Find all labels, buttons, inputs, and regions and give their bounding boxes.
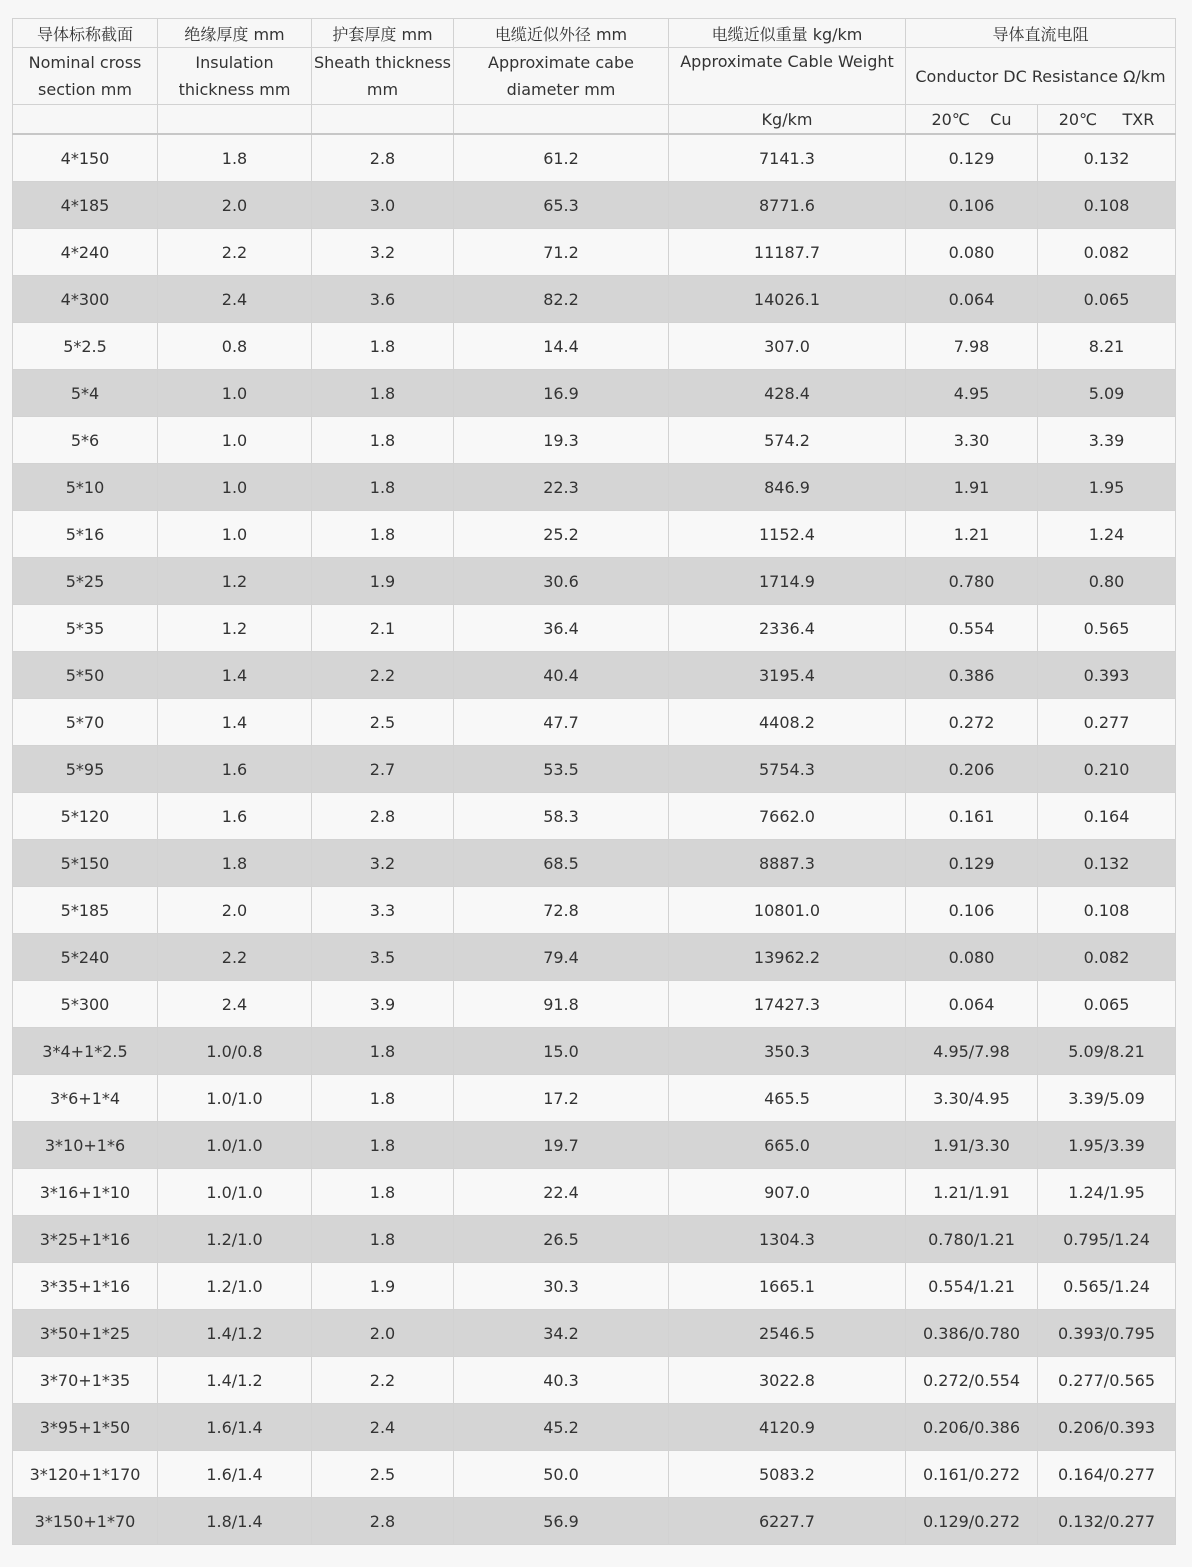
cell-sheath: 2.0 — [312, 1310, 454, 1357]
cell-insulation: 1.4 — [158, 699, 312, 746]
header-en-insulation: Insulation thickness mm — [158, 48, 312, 105]
cell-diameter: 91.8 — [454, 981, 669, 1028]
cell-resistance-cu: 1.91/3.30 — [906, 1122, 1038, 1169]
table-row — [13, 1263, 1176, 1310]
cell-insulation: 0.8 — [158, 323, 312, 370]
cell-diameter: 19.7 — [454, 1122, 669, 1169]
cell-sheath: 2.4 — [312, 1404, 454, 1451]
cell-resistance-txr: 5.09 — [1038, 370, 1176, 417]
header-en-weight: Approximate Cable Weight — [669, 48, 906, 105]
header-unit-empty — [454, 105, 669, 135]
cell-diameter: 40.4 — [454, 652, 669, 699]
cell-sheath: 2.2 — [312, 652, 454, 699]
cell-weight: 5754.3 — [669, 746, 906, 793]
header-en-section: Nominal cross section mm — [13, 48, 158, 105]
cell-resistance-cu: 0.129/0.272 — [906, 1498, 1038, 1545]
header-en-sheath: Sheath thickness mm — [312, 48, 454, 105]
cell-weight: 8887.3 — [669, 840, 906, 887]
cell-insulation: 1.6 — [158, 746, 312, 793]
cell-resistance-cu: 0.106 — [906, 887, 1038, 934]
cell-resistance-txr: 0.80 — [1038, 558, 1176, 605]
cell-insulation: 2.0 — [158, 887, 312, 934]
table-row — [13, 1028, 1176, 1075]
table-body — [13, 134, 1176, 1545]
table-row — [13, 229, 1176, 276]
cell-section: 5*150 — [13, 840, 158, 887]
cell-section: 3*120+1*170 — [13, 1451, 158, 1498]
cell-section: 4*240 — [13, 229, 158, 276]
cell-section: 4*185 — [13, 182, 158, 229]
header-zh-diameter: 电缆近似外径 mm — [454, 19, 669, 48]
cell-resistance-cu: 0.206/0.386 — [906, 1404, 1038, 1451]
header-unit-empty — [158, 105, 312, 135]
cell-insulation: 1.4 — [158, 652, 312, 699]
cell-resistance-txr: 0.132 — [1038, 840, 1176, 887]
cell-resistance-txr: 0.393 — [1038, 652, 1176, 699]
cell-sheath: 3.9 — [312, 981, 454, 1028]
cell-sheath: 1.8 — [312, 417, 454, 464]
cell-resistance-txr: 0.082 — [1038, 934, 1176, 981]
cell-section: 3*70+1*35 — [13, 1357, 158, 1404]
cell-diameter: 34.2 — [454, 1310, 669, 1357]
cell-sheath: 3.2 — [312, 229, 454, 276]
cell-resistance-cu: 0.064 — [906, 981, 1038, 1028]
cell-section: 5*16 — [13, 511, 158, 558]
header-unit-empty — [13, 105, 158, 135]
cell-resistance-txr: 0.206/0.393 — [1038, 1404, 1176, 1451]
header-en-resistance: Conductor DC Resistance Ω/km — [906, 48, 1176, 105]
table-row — [13, 1498, 1176, 1545]
cell-section: 4*300 — [13, 276, 158, 323]
table-row — [13, 1122, 1176, 1169]
cell-weight: 8771.6 — [669, 182, 906, 229]
cell-sheath: 1.8 — [312, 511, 454, 558]
cell-insulation: 1.8 — [158, 134, 312, 182]
cell-diameter: 71.2 — [454, 229, 669, 276]
cell-resistance-cu: 7.98 — [906, 323, 1038, 370]
cell-resistance-cu: 4.95 — [906, 370, 1038, 417]
cell-section: 4*150 — [13, 134, 158, 182]
cell-resistance-txr: 8.21 — [1038, 323, 1176, 370]
cell-insulation: 1.2 — [158, 605, 312, 652]
cell-sheath: 3.5 — [312, 934, 454, 981]
cell-resistance-cu: 0.129 — [906, 134, 1038, 182]
cell-resistance-txr: 0.164 — [1038, 793, 1176, 840]
cell-diameter: 19.3 — [454, 417, 669, 464]
cell-resistance-txr: 0.277/0.565 — [1038, 1357, 1176, 1404]
cell-diameter: 22.4 — [454, 1169, 669, 1216]
cell-diameter: 30.3 — [454, 1263, 669, 1310]
cell-resistance-txr: 0.065 — [1038, 276, 1176, 323]
cell-sheath: 1.8 — [312, 1122, 454, 1169]
cell-weight: 17427.3 — [669, 981, 906, 1028]
cell-resistance-txr: 0.565/1.24 — [1038, 1263, 1176, 1310]
cell-resistance-txr: 3.39/5.09 — [1038, 1075, 1176, 1122]
cell-insulation: 2.2 — [158, 934, 312, 981]
cell-resistance-cu: 0.780/1.21 — [906, 1216, 1038, 1263]
table-row — [13, 1169, 1176, 1216]
cell-insulation: 1.0/1.0 — [158, 1169, 312, 1216]
cell-diameter: 82.2 — [454, 276, 669, 323]
table-header — [13, 19, 1176, 135]
cell-sheath: 2.7 — [312, 746, 454, 793]
cell-sheath: 2.8 — [312, 1498, 454, 1545]
cell-insulation: 1.4/1.2 — [158, 1357, 312, 1404]
cell-section: 3*4+1*2.5 — [13, 1028, 158, 1075]
table-row — [13, 464, 1176, 511]
cell-resistance-cu: 0.206 — [906, 746, 1038, 793]
cell-sheath: 2.5 — [312, 1451, 454, 1498]
table-row — [13, 793, 1176, 840]
table-row — [13, 511, 1176, 558]
header-en-diameter: Approximate cabe diameter mm — [454, 48, 669, 105]
table-row — [13, 1216, 1176, 1263]
table-row — [13, 840, 1176, 887]
table-row — [13, 182, 1176, 229]
cell-diameter: 47.7 — [454, 699, 669, 746]
cell-resistance-cu: 0.161/0.272 — [906, 1451, 1038, 1498]
cell-insulation: 1.8 — [158, 840, 312, 887]
header-zh-sheath: 护套厚度 mm — [312, 19, 454, 48]
table-row — [13, 605, 1176, 652]
cell-diameter: 53.5 — [454, 746, 669, 793]
cell-resistance-txr: 0.795/1.24 — [1038, 1216, 1176, 1263]
cell-weight: 7141.3 — [669, 134, 906, 182]
cell-resistance-cu: 3.30/4.95 — [906, 1075, 1038, 1122]
header-zh-section: 导体标称截面 — [13, 19, 158, 48]
cell-diameter: 22.3 — [454, 464, 669, 511]
header-row-chinese — [13, 19, 1176, 48]
cell-sheath: 1.8 — [312, 464, 454, 511]
cell-diameter: 72.8 — [454, 887, 669, 934]
cell-insulation: 1.6/1.4 — [158, 1451, 312, 1498]
cell-insulation: 2.4 — [158, 981, 312, 1028]
table-row — [13, 652, 1176, 699]
header-zh-insulation: 绝缘厚度 mm — [158, 19, 312, 48]
cell-weight: 665.0 — [669, 1122, 906, 1169]
cell-resistance-txr: 1.24 — [1038, 511, 1176, 558]
header-zh-weight: 电缆近似重量 kg/km — [669, 19, 906, 48]
cell-resistance-txr: 0.164/0.277 — [1038, 1451, 1176, 1498]
cell-insulation: 1.4/1.2 — [158, 1310, 312, 1357]
cell-weight: 7662.0 — [669, 793, 906, 840]
cell-weight: 1714.9 — [669, 558, 906, 605]
header-unit-empty — [312, 105, 454, 135]
cell-diameter: 25.2 — [454, 511, 669, 558]
cell-sheath: 2.8 — [312, 134, 454, 182]
table-row — [13, 981, 1176, 1028]
cell-weight: 1152.4 — [669, 511, 906, 558]
cell-section: 3*50+1*25 — [13, 1310, 158, 1357]
cell-insulation: 1.0 — [158, 417, 312, 464]
table-row — [13, 134, 1176, 182]
cell-diameter: 56.9 — [454, 1498, 669, 1545]
cell-resistance-cu: 1.91 — [906, 464, 1038, 511]
cell-section: 5*300 — [13, 981, 158, 1028]
cell-insulation: 1.6 — [158, 793, 312, 840]
cell-sheath: 1.8 — [312, 370, 454, 417]
cell-resistance-txr: 0.108 — [1038, 182, 1176, 229]
cell-insulation: 1.2/1.0 — [158, 1216, 312, 1263]
cell-section: 3*10+1*6 — [13, 1122, 158, 1169]
table-row — [13, 323, 1176, 370]
cell-resistance-cu: 0.080 — [906, 934, 1038, 981]
cell-section: 5*50 — [13, 652, 158, 699]
table-row — [13, 276, 1176, 323]
table-row — [13, 1357, 1176, 1404]
cell-insulation: 1.6/1.4 — [158, 1404, 312, 1451]
cell-resistance-txr: 0.132/0.277 — [1038, 1498, 1176, 1545]
cell-weight: 4120.9 — [669, 1404, 906, 1451]
table-row — [13, 1075, 1176, 1122]
cell-diameter: 58.3 — [454, 793, 669, 840]
cell-section: 3*6+1*4 — [13, 1075, 158, 1122]
cell-insulation: 1.0 — [158, 464, 312, 511]
cell-insulation: 2.0 — [158, 182, 312, 229]
cell-section: 5*10 — [13, 464, 158, 511]
table-row — [13, 934, 1176, 981]
cell-resistance-txr: 0.065 — [1038, 981, 1176, 1028]
cell-diameter: 17.2 — [454, 1075, 669, 1122]
cell-weight: 3195.4 — [669, 652, 906, 699]
cell-weight: 14026.1 — [669, 276, 906, 323]
header-unit-txr: 20℃ TXR — [1038, 105, 1176, 135]
cell-section: 5*240 — [13, 934, 158, 981]
cell-resistance-cu: 0.129 — [906, 840, 1038, 887]
cell-resistance-txr: 0.132 — [1038, 134, 1176, 182]
cell-resistance-txr: 1.95 — [1038, 464, 1176, 511]
cell-resistance-cu: 0.272 — [906, 699, 1038, 746]
cell-weight: 307.0 — [669, 323, 906, 370]
cell-resistance-cu: 0.554 — [906, 605, 1038, 652]
table-row — [13, 699, 1176, 746]
cell-diameter: 15.0 — [454, 1028, 669, 1075]
cell-diameter: 50.0 — [454, 1451, 669, 1498]
cell-insulation: 2.4 — [158, 276, 312, 323]
cell-section: 5*25 — [13, 558, 158, 605]
cell-resistance-txr: 0.277 — [1038, 699, 1176, 746]
cell-sheath: 1.8 — [312, 323, 454, 370]
cell-diameter: 65.3 — [454, 182, 669, 229]
table-row — [13, 370, 1176, 417]
cell-sheath: 1.8 — [312, 1169, 454, 1216]
cell-section: 3*150+1*70 — [13, 1498, 158, 1545]
cell-sheath: 2.5 — [312, 699, 454, 746]
cell-weight: 350.3 — [669, 1028, 906, 1075]
cell-resistance-cu: 0.080 — [906, 229, 1038, 276]
cell-section: 5*70 — [13, 699, 158, 746]
table-row — [13, 746, 1176, 793]
cell-resistance-cu: 1.21 — [906, 511, 1038, 558]
cell-diameter: 30.6 — [454, 558, 669, 605]
cell-section: 3*35+1*16 — [13, 1263, 158, 1310]
cell-section: 5*35 — [13, 605, 158, 652]
cell-resistance-cu: 0.386/0.780 — [906, 1310, 1038, 1357]
cell-section: 5*6 — [13, 417, 158, 464]
table-row — [13, 1404, 1176, 1451]
cell-insulation: 1.0/1.0 — [158, 1075, 312, 1122]
cell-resistance-txr: 0.393/0.795 — [1038, 1310, 1176, 1357]
cell-resistance-txr: 0.108 — [1038, 887, 1176, 934]
cell-section: 5*185 — [13, 887, 158, 934]
cell-insulation: 1.2/1.0 — [158, 1263, 312, 1310]
cell-section: 3*95+1*50 — [13, 1404, 158, 1451]
cell-weight: 11187.7 — [669, 229, 906, 276]
cell-sheath: 1.8 — [312, 1028, 454, 1075]
table-row — [13, 558, 1176, 605]
cell-weight: 6227.7 — [669, 1498, 906, 1545]
cell-section: 3*25+1*16 — [13, 1216, 158, 1263]
cell-weight: 3022.8 — [669, 1357, 906, 1404]
cell-resistance-txr: 3.39 — [1038, 417, 1176, 464]
header-unit-cu: 20℃ Cu — [906, 105, 1038, 135]
header-row-units — [13, 105, 1176, 135]
table-row — [13, 887, 1176, 934]
cell-resistance-txr: 0.210 — [1038, 746, 1176, 793]
cell-weight: 428.4 — [669, 370, 906, 417]
cell-section: 5*95 — [13, 746, 158, 793]
cell-sheath: 1.8 — [312, 1075, 454, 1122]
cell-sheath: 3.2 — [312, 840, 454, 887]
header-unit-weight: Kg/km — [669, 105, 906, 135]
cell-resistance-cu: 0.106 — [906, 182, 1038, 229]
cell-diameter: 40.3 — [454, 1357, 669, 1404]
table-row — [13, 1310, 1176, 1357]
cell-sheath: 3.0 — [312, 182, 454, 229]
cell-section: 3*16+1*10 — [13, 1169, 158, 1216]
table-row — [13, 1451, 1176, 1498]
cell-weight: 574.2 — [669, 417, 906, 464]
cell-diameter: 79.4 — [454, 934, 669, 981]
cell-insulation: 1.0 — [158, 511, 312, 558]
cell-sheath: 3.3 — [312, 887, 454, 934]
cell-weight: 5083.2 — [669, 1451, 906, 1498]
cell-diameter: 68.5 — [454, 840, 669, 887]
cell-resistance-txr: 1.24/1.95 — [1038, 1169, 1176, 1216]
cell-resistance-cu: 3.30 — [906, 417, 1038, 464]
cell-resistance-cu: 1.21/1.91 — [906, 1169, 1038, 1216]
cell-resistance-cu: 0.554/1.21 — [906, 1263, 1038, 1310]
cell-sheath: 2.2 — [312, 1357, 454, 1404]
cell-resistance-cu: 0.272/0.554 — [906, 1357, 1038, 1404]
cell-diameter: 16.9 — [454, 370, 669, 417]
header-zh-resistance: 导体直流电阻 — [906, 19, 1176, 48]
cell-resistance-txr: 1.95/3.39 — [1038, 1122, 1176, 1169]
cell-weight: 13962.2 — [669, 934, 906, 981]
cell-weight: 2546.5 — [669, 1310, 906, 1357]
cell-resistance-cu: 0.161 — [906, 793, 1038, 840]
cell-weight: 907.0 — [669, 1169, 906, 1216]
cell-sheath: 2.1 — [312, 605, 454, 652]
cable-spec-table — [12, 18, 1176, 1545]
cell-resistance-txr: 0.565 — [1038, 605, 1176, 652]
cell-insulation: 1.8/1.4 — [158, 1498, 312, 1545]
cell-resistance-txr: 5.09/8.21 — [1038, 1028, 1176, 1075]
cell-sheath: 1.9 — [312, 1263, 454, 1310]
cell-sheath: 1.9 — [312, 558, 454, 605]
cell-weight: 2336.4 — [669, 605, 906, 652]
cell-section: 5*2.5 — [13, 323, 158, 370]
cell-diameter: 26.5 — [454, 1216, 669, 1263]
cell-insulation: 1.0 — [158, 370, 312, 417]
cell-resistance-cu: 0.386 — [906, 652, 1038, 699]
cell-section: 5*4 — [13, 370, 158, 417]
cell-resistance-cu: 0.780 — [906, 558, 1038, 605]
cell-diameter: 61.2 — [454, 134, 669, 182]
table-row — [13, 417, 1176, 464]
cell-sheath: 1.8 — [312, 1216, 454, 1263]
cell-weight: 1665.1 — [669, 1263, 906, 1310]
cell-diameter: 45.2 — [454, 1404, 669, 1451]
cell-insulation: 1.0/0.8 — [158, 1028, 312, 1075]
cell-sheath: 3.6 — [312, 276, 454, 323]
cell-resistance-cu: 0.064 — [906, 276, 1038, 323]
cell-resistance-txr: 0.082 — [1038, 229, 1176, 276]
cell-resistance-cu: 4.95/7.98 — [906, 1028, 1038, 1075]
header-row-english — [13, 48, 1176, 105]
cell-section: 5*120 — [13, 793, 158, 840]
cell-insulation: 1.0/1.0 — [158, 1122, 312, 1169]
cell-weight: 465.5 — [669, 1075, 906, 1122]
cell-insulation: 2.2 — [158, 229, 312, 276]
cell-diameter: 14.4 — [454, 323, 669, 370]
cell-sheath: 2.8 — [312, 793, 454, 840]
cell-diameter: 36.4 — [454, 605, 669, 652]
cell-weight: 846.9 — [669, 464, 906, 511]
cell-weight: 10801.0 — [669, 887, 906, 934]
cell-insulation: 1.2 — [158, 558, 312, 605]
cell-weight: 4408.2 — [669, 699, 906, 746]
cell-weight: 1304.3 — [669, 1216, 906, 1263]
